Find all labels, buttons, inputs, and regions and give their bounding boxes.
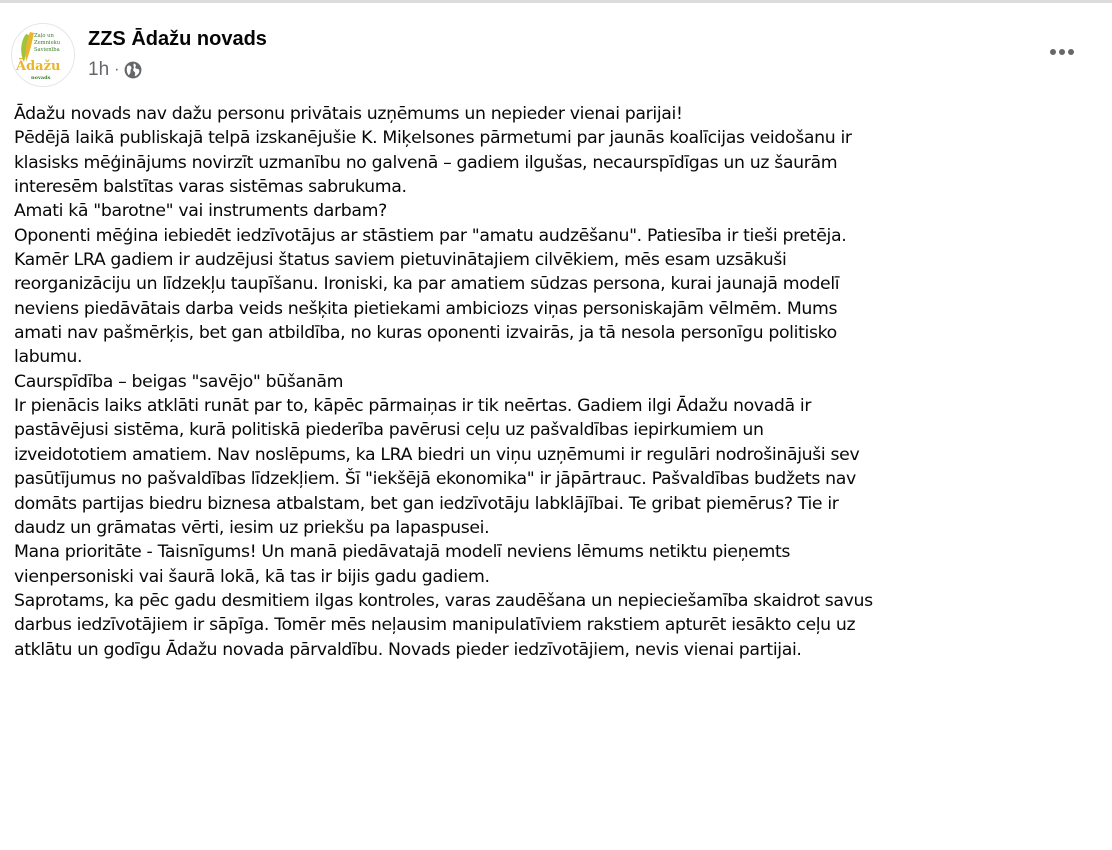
globe-icon[interactable] — [124, 61, 142, 79]
post-text-line: interesēm balstītas varas sistēmas sabrukuma. — [14, 177, 407, 198]
post-text-line: Ir pienācis laiks atklāti runāt par to, kāpēc pārmaiņas ir tik neērtas. Gadiem ilgi Ādažu novadā ir — [14, 396, 812, 417]
post-text-line: darbus iedzīvotājiem ir sāpīga. Tomēr mēs neļausim manipulatīviem rakstiem apturēt iesākto ceļu uz — [14, 615, 856, 636]
post-text-line: Oponenti mēģina iebiedēt iedzīvotājus ar stāstiem par "amatu audzēšanu". Patiesība ir tieši pretēja. — [14, 225, 847, 246]
post-text-line: amati nav pašmērķis, bet gan atbildība, no kuras oponenti izvairās, ja tā nesola personīgu politisko — [14, 323, 837, 344]
avatar-subtitle: novads — [31, 75, 51, 81]
post-text-line: atklātu un godīgu Ādažu novada pārvaldību. Novads pieder iedzīvotājiem, nevis vienai partijai. — [14, 639, 802, 660]
post-text-line: labumu. — [14, 347, 83, 368]
more-options-button[interactable] — [1040, 37, 1084, 67]
post-text-line: klasisks mēģinājums novirzīt uzmanību no galvenā – gadiem ilgušas, necaurspīdīgas un uz šaurām — [14, 152, 838, 173]
post-text-line: Saprotams, ka pēc gadu desmitiem ilgas kontroles, varas zaudēšana un nepieciešamība skaidrot savus — [14, 590, 873, 611]
post-text-line: pastāvējusi sistēma, kurā politiskā piederība pavērusi ceļu uz pašvaldības iepirkumiem un — [14, 420, 764, 441]
post-text-line: Caurspīdība – beigas "savējo" būšanām — [14, 371, 344, 392]
party-logo-icon — [12, 24, 74, 86]
post-text-line: Mana prioritāte - Taisnīgums! Un manā piedāvatajā modelī neviens lēmums netiktu pieņemts — [14, 542, 791, 563]
post-body — [14, 102, 1109, 662]
post-timestamp[interactable]: 1h — [88, 59, 110, 80]
avatar-town: Ādažu — [16, 59, 61, 74]
post-text-line: Ādažu novads nav dažu personu privātais uzņēmums un nepieder vienai parijai! — [14, 104, 683, 124]
avatar[interactable] — [11, 23, 75, 87]
post-text-line: vienpersoniski vai šaurā lokā, kā tas ir bijis gadu gadiem. — [14, 566, 490, 587]
avatar-line-2: Zemnieku — [34, 40, 61, 46]
author-name[interactable]: ZZS Ādažu novads — [88, 28, 267, 50]
post-text-line: Kamēr LRA gadiem ir audzējusi štatus saviem pietuvinātajiem cilvēkiem, mēs esam uzsākuši — [14, 250, 787, 271]
avatar-line-1: Zaļo un — [34, 33, 54, 39]
post-text-line: neviens piedāvātais darba veids nešķita pietiekami ambiciozs viņas personiskajām vēlmēm. Mums — [14, 298, 838, 319]
post-header — [0, 0, 1112, 95]
post-text-line: Amati kā "barotne" vai instruments darbam? — [14, 201, 387, 222]
post-text-line: reorganizāciju un līdzekļu taupīšanu. Ironiski, ka par amatiem sūdzas persona, kurai jaunajā modelī — [14, 274, 840, 295]
post-text-line: pasūtījumus no pašvaldības līdzekļiem. Šī "iekšējā ekonomika" ir jāpārtrauc. Pašvaldības budžets nav — [14, 469, 856, 490]
post-meta — [88, 58, 142, 82]
post-text-line: domāts partijas biedru biznesa atbalstam, bet gan iedzīvotāju labklājībai. Te gribat piemērus? Tie ir — [14, 493, 839, 514]
avatar-line-3: Savienība — [34, 47, 60, 53]
meta-separator: · — [114, 61, 120, 78]
more-horizontal-icon-dot — [1068, 49, 1074, 55]
post-text-line: Pēdējā laikā publiskajā telpā izskanējušie K. Miķelsones pārmetumi par jaunās koalīcijas veidošanu ir — [14, 128, 852, 149]
post-text-line: daudz un grāmatas vērti, iesim uz priekšu pa lapaspusei. — [14, 517, 490, 538]
more-horizontal-icon — [1050, 49, 1056, 55]
post-text-line: izveidototiem amatiem. Nav noslēpums, ka LRA biedri un viņu uzņēmumi ir regulāri nodrošinājuši sev — [14, 444, 860, 465]
more-horizontal-icon-dot — [1059, 49, 1065, 55]
